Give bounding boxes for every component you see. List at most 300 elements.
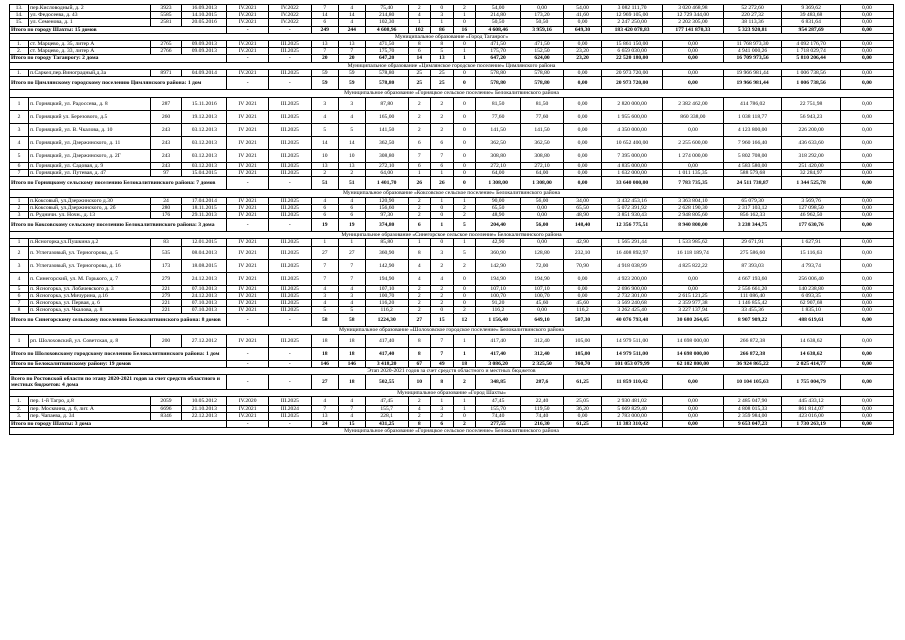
table-cell: 0	[453, 170, 476, 177]
table-cell: 275 586,60	[723, 246, 782, 259]
empty-cell: -	[268, 26, 311, 33]
subtotal-row	[10, 314, 894, 327]
table-cell: 1	[10, 98, 29, 111]
address-cell: п. Ясногорка, ул.Мичурина, д.16	[29, 292, 151, 299]
table-cell: 4 350 000,00	[602, 124, 663, 137]
table-cell: 64,00	[521, 170, 564, 177]
table-cell: 4 825 822,22	[662, 259, 723, 272]
subtotal-cell: 58	[311, 314, 338, 327]
table-cell: 48,90	[476, 212, 521, 219]
empty-cell: -	[227, 375, 269, 390]
table-cell: 6 831,64	[782, 19, 841, 26]
table-cell: 3923	[150, 5, 182, 12]
subtotal-cell: 0	[453, 177, 476, 190]
table-cell: 07.10.2013	[182, 307, 227, 314]
table-cell: 214,80	[365, 12, 408, 19]
subtotal-cell: 67	[408, 360, 431, 367]
subtotal-cell: 58	[338, 314, 365, 327]
table-cell: 8	[431, 41, 454, 48]
table-cell: 0,00	[840, 307, 893, 314]
address-cell: п. Горняцкий, ул. Радоссева, д. 8	[29, 98, 151, 111]
table-cell: 0,00	[840, 204, 893, 211]
table-cell: III.2025	[268, 163, 311, 170]
subtotal-cell: 19 966 981,44	[723, 77, 782, 90]
table-row	[10, 300, 894, 307]
table-cell: 0,00	[563, 272, 601, 285]
table-cell: 0,00	[662, 69, 723, 76]
table-cell: 42,90	[476, 239, 521, 246]
table-cell: 13	[311, 413, 338, 420]
table-cell: 3 851 930,43	[602, 212, 663, 219]
table-cell: 29 671,91	[723, 239, 782, 246]
table-cell: 2	[408, 307, 431, 314]
table-cell: 111 086,40	[723, 292, 782, 299]
subtotal-cell: 760,70	[563, 360, 601, 367]
table-cell: 0,00	[840, 12, 893, 19]
table-cell: 0,00	[840, 150, 893, 163]
table-cell: 50,50	[521, 19, 564, 26]
table-cell: III.2025	[268, 307, 311, 314]
table-cell: 03.12.2013	[182, 137, 227, 150]
table-cell: 13	[311, 163, 338, 170]
address-cell: п. Горняцкий, ул. В. Чкалова, д. 10	[29, 124, 151, 137]
section-title: Муниципальное образование «Город Таганрог»	[10, 33, 894, 40]
table-cell: 62 907,68	[782, 300, 841, 307]
table-cell: IV 2021	[227, 272, 269, 285]
subtotal-cell: 0,00	[840, 347, 893, 360]
table-cell: 116,20	[365, 300, 408, 307]
table-cell: 41,60	[563, 12, 601, 19]
table-cell: III.2025	[268, 150, 311, 163]
table-cell: 4	[431, 272, 454, 285]
subtotal-cell: 18	[311, 347, 338, 360]
table-cell: 56 943,23	[782, 111, 841, 124]
table-cell: 0,00	[563, 413, 601, 420]
subtotal-cell: 10	[408, 375, 431, 390]
table-cell: 2	[453, 259, 476, 272]
table-cell: 0,00	[840, 212, 893, 219]
section-title: Муниципальное образование «Горняцкое сельское поселение» Белокалитвинского района	[10, 90, 894, 98]
subtotal-cell: 1 401,70	[365, 177, 408, 190]
table-cell: 4 941 000,26	[723, 48, 782, 55]
table-cell: III.2025	[268, 197, 311, 204]
table-row	[10, 98, 894, 111]
subtotal-cell: 18	[453, 360, 476, 367]
table-cell: 1	[453, 239, 476, 246]
table-cell: 13.	[10, 5, 29, 12]
table-cell: 7	[10, 170, 29, 177]
table-cell: 2	[431, 98, 454, 111]
table-row	[10, 259, 894, 272]
subtotal-cell: 431,25	[365, 420, 408, 427]
table-cell: 2	[453, 212, 476, 219]
subtotal-cell: 4 608,96	[365, 26, 408, 33]
table-cell: 1	[453, 406, 476, 413]
table-cell: IV.2020	[227, 397, 269, 406]
section-header-row	[10, 427, 894, 434]
table-cell: 0	[453, 41, 476, 48]
table-cell: 17.04.2014	[182, 197, 227, 204]
table-cell: 142,90	[476, 259, 521, 272]
table-cell: 127 098,50	[782, 204, 841, 211]
table-cell: 10	[311, 150, 338, 163]
table-cell: III.2025	[268, 69, 311, 76]
table-cell: 65 079,30	[723, 197, 782, 204]
table-cell: IV 2021	[227, 334, 269, 347]
table-cell: 22.12.2013	[182, 413, 227, 420]
table-cell: 4	[408, 272, 431, 285]
table-cell: 75,40	[365, 5, 408, 12]
table-cell: 308,80	[521, 150, 564, 163]
address-cell: п.Коксовый, ул.Дзержинского д.30	[29, 197, 151, 204]
table-cell: 4	[10, 137, 29, 150]
table-cell: 0	[431, 5, 454, 12]
table-cell: IV.2021	[227, 5, 269, 12]
table-cell: 0	[453, 98, 476, 111]
table-cell: 1 038 118,77	[723, 111, 782, 124]
table-cell: 64,00	[365, 170, 408, 177]
table-cell: 3	[338, 98, 365, 111]
table-row	[10, 48, 894, 55]
section-header-row	[10, 190, 894, 197]
subtotal-cell: 36 924 865,22	[723, 360, 782, 367]
table-cell: 3 569 240,68	[602, 300, 663, 307]
table-cell: 471,50	[476, 41, 521, 48]
table-cell: 09.09.2013	[182, 48, 227, 55]
table-cell: 0,00	[840, 413, 893, 420]
table-cell: 25,05	[563, 397, 601, 406]
table-row	[10, 292, 894, 299]
address-cell: ст. Марцево, д. 33, литер А	[29, 48, 151, 55]
subtotal-cell: 1 308,00	[476, 177, 521, 190]
table-cell: 2 382 462,00	[662, 98, 723, 111]
subtotal-cell: 0,00	[840, 420, 893, 427]
table-cell: 0,00	[840, 170, 893, 177]
table-cell: 6 093,35	[782, 292, 841, 299]
table-cell: 1.	[10, 69, 29, 76]
table-cell: IV 2021	[227, 212, 269, 219]
table-cell: IV 2021	[227, 285, 269, 292]
subtotal-cell: 56,00	[521, 219, 564, 232]
subtotal-cell: 18	[338, 375, 365, 390]
table-cell: 7	[338, 259, 365, 272]
table-row	[10, 5, 894, 12]
table-cell: 4 918 038,99	[602, 259, 663, 272]
table-cell: 36,20	[563, 406, 601, 413]
table-cell: 535	[150, 246, 182, 259]
table-cell: 4 092 176,70	[782, 41, 841, 48]
table-cell: 0,00	[840, 334, 893, 347]
table-cell: 0,00	[840, 163, 893, 170]
subtotal-cell: 5 810 206,44	[782, 55, 841, 62]
subtotal-cell: 16 709 973,56	[723, 55, 782, 62]
subtotal-cell: 27	[408, 314, 431, 327]
address-cell: п. Ясногорка, ул. Лобачевского д. 3	[29, 285, 151, 292]
table-cell: 243	[150, 137, 182, 150]
table-cell: 228,1	[365, 413, 408, 420]
table-row	[10, 285, 894, 292]
table-cell: 414 786,02	[723, 98, 782, 111]
table-cell: 471,50	[365, 41, 408, 48]
subtotal-cell: 502,55	[365, 375, 408, 390]
table-cell: 18.08.2015	[182, 259, 227, 272]
table-cell: 4	[311, 300, 338, 307]
section-header-row	[10, 232, 894, 239]
subtotal-cell: 647,20	[365, 55, 408, 62]
subtotal-cell: 266 872,38	[723, 347, 782, 360]
table-cell: 1 627,91	[782, 239, 841, 246]
table-cell: 4	[338, 197, 365, 204]
address-cell: пер. Чапаева, д. 34	[29, 413, 151, 420]
table-cell: 74,40	[521, 413, 564, 420]
table-cell: 0,00	[840, 397, 893, 406]
table-cell: 4	[311, 285, 338, 292]
subtotal-cell: 0,00	[840, 375, 893, 390]
table-cell: 2	[453, 307, 476, 314]
subtotal-cell: 14 638,62	[782, 347, 841, 360]
table-cell: 2	[453, 5, 476, 12]
subtotal-cell: 0	[453, 77, 476, 90]
table-cell: 1 835,10	[782, 307, 841, 314]
table-cell: 0	[453, 150, 476, 163]
subtotal-cell: 2	[453, 375, 476, 390]
table-cell: 0,00	[840, 124, 893, 137]
table-cell: 1	[431, 197, 454, 204]
table-cell: III.2025	[268, 124, 311, 137]
subtotal-cell: 0,00	[840, 219, 893, 232]
table-cell: 3.	[10, 413, 29, 420]
subtotal-cell: 954 287,69	[782, 26, 841, 33]
table-cell: 3	[10, 212, 29, 219]
subtotal-cell: 8	[431, 375, 454, 390]
table-cell: 65,50	[476, 204, 521, 211]
table-cell: 14 638,62	[782, 334, 841, 347]
table-cell: 15 116,63	[782, 246, 841, 259]
table-cell: 2581	[150, 19, 182, 26]
table-cell: 0	[453, 285, 476, 292]
table-cell: 3	[10, 124, 29, 137]
address-cell: пер. 1-й Тагро, д.8	[29, 397, 151, 406]
section-header-row	[10, 367, 894, 374]
table-cell: 2	[408, 5, 431, 12]
table-cell: 2	[10, 246, 29, 259]
table-cell: 6	[311, 212, 338, 219]
table-cell: 141,50	[365, 124, 408, 137]
table-cell: 07.10.2013	[182, 300, 227, 307]
address-cell: п. Горняцкий, ул. Садовая, д. 9	[29, 163, 151, 170]
subtotal-cell: 177 630,76	[782, 219, 841, 232]
table-cell: 5	[431, 48, 454, 55]
subtotal-cell: 488 619,61	[782, 314, 841, 327]
table-cell: IV 2021	[227, 170, 269, 177]
subtotal-cell: 578,80	[521, 77, 564, 90]
section-header-row	[10, 62, 894, 69]
table-cell: 23,20	[563, 48, 601, 55]
table-cell: 1 955 600,00	[602, 111, 663, 124]
table-cell: 0,00	[662, 48, 723, 55]
subtotal-row	[10, 77, 894, 90]
table-cell: 2766	[150, 48, 182, 55]
table-row	[10, 397, 894, 406]
table-cell: 2059	[150, 397, 182, 406]
subtotal-cell: 8	[408, 347, 431, 360]
table-row	[10, 272, 894, 285]
table-row	[10, 170, 894, 177]
table-cell: 0,00	[840, 300, 893, 307]
table-cell: 105,00	[563, 334, 601, 347]
subtotal-cell: 15	[338, 420, 365, 427]
table-cell: 256 006,40	[782, 272, 841, 285]
table-cell: 21.10.2013	[182, 406, 227, 413]
table-cell: 0,00	[563, 124, 601, 137]
table-cell: 0	[431, 212, 454, 219]
table-cell: 1.	[10, 41, 29, 48]
empty-cell: -	[227, 314, 269, 327]
table-cell: 0,00	[840, 406, 893, 413]
address-cell: п. Горняцкий, ул. Дзержинского, д. 2Г	[29, 150, 151, 163]
table-cell: 856 162,33	[723, 212, 782, 219]
table-cell: 4	[338, 285, 365, 292]
table-cell: 6	[311, 204, 338, 211]
table-row	[10, 406, 894, 413]
subtotal-cell: 26	[431, 177, 454, 190]
table-cell: 3 227 137,94	[662, 307, 723, 314]
table-cell: 0,00	[563, 150, 601, 163]
address-cell: п. Горняцкий ул. Березового, д.5	[29, 111, 151, 124]
table-row	[10, 19, 894, 26]
table-cell: 2.	[10, 48, 29, 55]
table-cell: IV.2021	[227, 69, 269, 76]
table-cell: 2 202 305,00	[662, 19, 723, 26]
table-cell: 2	[431, 259, 454, 272]
address-cell: п. Углегазовый, ул. Терногорова, д. 16	[29, 259, 151, 272]
subtotal-cell: 61,25	[563, 420, 601, 427]
subtotal-cell: 1 308,00	[521, 177, 564, 190]
empty-cell: -	[227, 77, 269, 90]
subtotal-cell: 101 053 079,99	[602, 360, 663, 367]
subtotal-row	[10, 360, 894, 367]
table-cell: 20 973 720,00	[602, 69, 663, 76]
table-cell: 16 118 189,74	[662, 246, 723, 259]
table-cell: 417,40	[476, 334, 521, 347]
subtotal-cell: 148,40	[563, 219, 601, 232]
table-cell: 2765	[150, 41, 182, 48]
table-cell: 1	[10, 239, 29, 246]
subtotal-cell: 146	[338, 360, 365, 367]
subtotal-cell: 19	[338, 219, 365, 232]
subtotal-cell: 40 076 793,48	[602, 314, 663, 327]
subtotal-cell: 348,85	[476, 375, 521, 390]
subtotal-cell: 14 698 000,00	[662, 347, 723, 360]
table-cell: 03.12.2013	[182, 163, 227, 170]
subtotal-cell: 0,00	[563, 177, 601, 190]
subtotal-cell: 15	[431, 314, 454, 327]
table-cell: III.2025	[268, 246, 311, 259]
table-cell: 155,7	[365, 406, 408, 413]
table-cell: 0	[431, 239, 454, 246]
table-cell: 6	[338, 212, 365, 219]
table-cell: 0,00	[840, 111, 893, 124]
table-cell: 362,50	[521, 137, 564, 150]
table-cell: 1	[10, 334, 29, 347]
table-cell: IV.2021	[227, 12, 269, 19]
table-cell: III.2025	[268, 272, 311, 285]
subtotal-cell: 146	[311, 360, 338, 367]
subtotal-cell: 10 104 105,63	[723, 375, 782, 390]
table-cell: 12 969 105,00	[602, 12, 663, 19]
subtotal-cell: 277,55	[476, 420, 521, 427]
empty-cell: -	[268, 55, 311, 62]
table-cell: 81,50	[476, 98, 521, 111]
table-cell: IV 2021	[227, 137, 269, 150]
subtotal-cell: 417,40	[476, 347, 521, 360]
table-cell: 10	[338, 150, 365, 163]
table-cell: 860 338,00	[662, 111, 723, 124]
table-cell: 0	[453, 137, 476, 150]
table-row	[10, 197, 894, 204]
table-cell: 7	[431, 150, 454, 163]
section-title: Муниципальное образование «Горняцкое сельское поселение» Белокалитвинского района	[10, 427, 894, 434]
table-cell: 83	[150, 239, 182, 246]
table-cell: 7	[311, 272, 338, 285]
table-cell: 232,10	[563, 246, 601, 259]
table-cell: 1 565 291,44	[602, 239, 663, 246]
table-cell: III.2025	[268, 413, 311, 420]
subtotal-cell: 33 640 000,00	[602, 177, 663, 190]
address-cell: п. Ясногорка, ул. Первая, д. 6	[29, 300, 151, 307]
table-cell: III.2025	[268, 48, 311, 55]
table-cell: 77,60	[476, 111, 521, 124]
empty-cell: -	[268, 77, 311, 90]
table-cell: III.2025	[268, 334, 311, 347]
table-cell: 2 820 000,00	[602, 98, 663, 111]
table-cell: 52 272,60	[723, 5, 782, 12]
table-cell: 7	[338, 272, 365, 285]
table-cell: 1	[408, 170, 431, 177]
table-cell: 0,00	[840, 239, 893, 246]
table-cell: 34,00	[563, 197, 601, 204]
subtotal-row	[10, 177, 894, 190]
subtotal-cell: 49	[431, 360, 454, 367]
table-cell: 07.10.2013	[182, 285, 227, 292]
table-row	[10, 413, 894, 420]
table-cell: 18	[311, 334, 338, 347]
subtotal-cell: 244	[338, 26, 365, 33]
section-title: Муниципальное образование «Синегорское сельское поселение» Белокалитвинского района	[10, 232, 894, 239]
table-cell: 0,00	[840, 41, 893, 48]
subtotal-cell: 7	[431, 347, 454, 360]
table-cell: 5	[453, 246, 476, 259]
table-cell: III.2025	[268, 300, 311, 307]
table-cell: 09.09.2013	[182, 41, 227, 48]
table-cell: 4	[408, 12, 431, 19]
subtotal-row	[10, 55, 894, 62]
table-cell: 2	[431, 111, 454, 124]
table-cell: 2	[10, 111, 29, 124]
subtotal-cell: 102	[408, 26, 431, 33]
table-cell: 18.11.2015	[182, 204, 227, 211]
subtotal-cell: 105,00	[563, 347, 601, 360]
table-cell: 91,20	[476, 300, 521, 307]
subtotal-cell: 3 418,20	[365, 360, 408, 367]
table-row	[10, 12, 894, 19]
section-header-row	[10, 327, 894, 334]
table-cell: 2	[408, 212, 431, 219]
table-cell: 7 395 000,00	[602, 150, 663, 163]
table-cell: 2	[408, 98, 431, 111]
subtotal-cell: 14	[408, 55, 431, 62]
table-cell: III.2025	[268, 239, 311, 246]
